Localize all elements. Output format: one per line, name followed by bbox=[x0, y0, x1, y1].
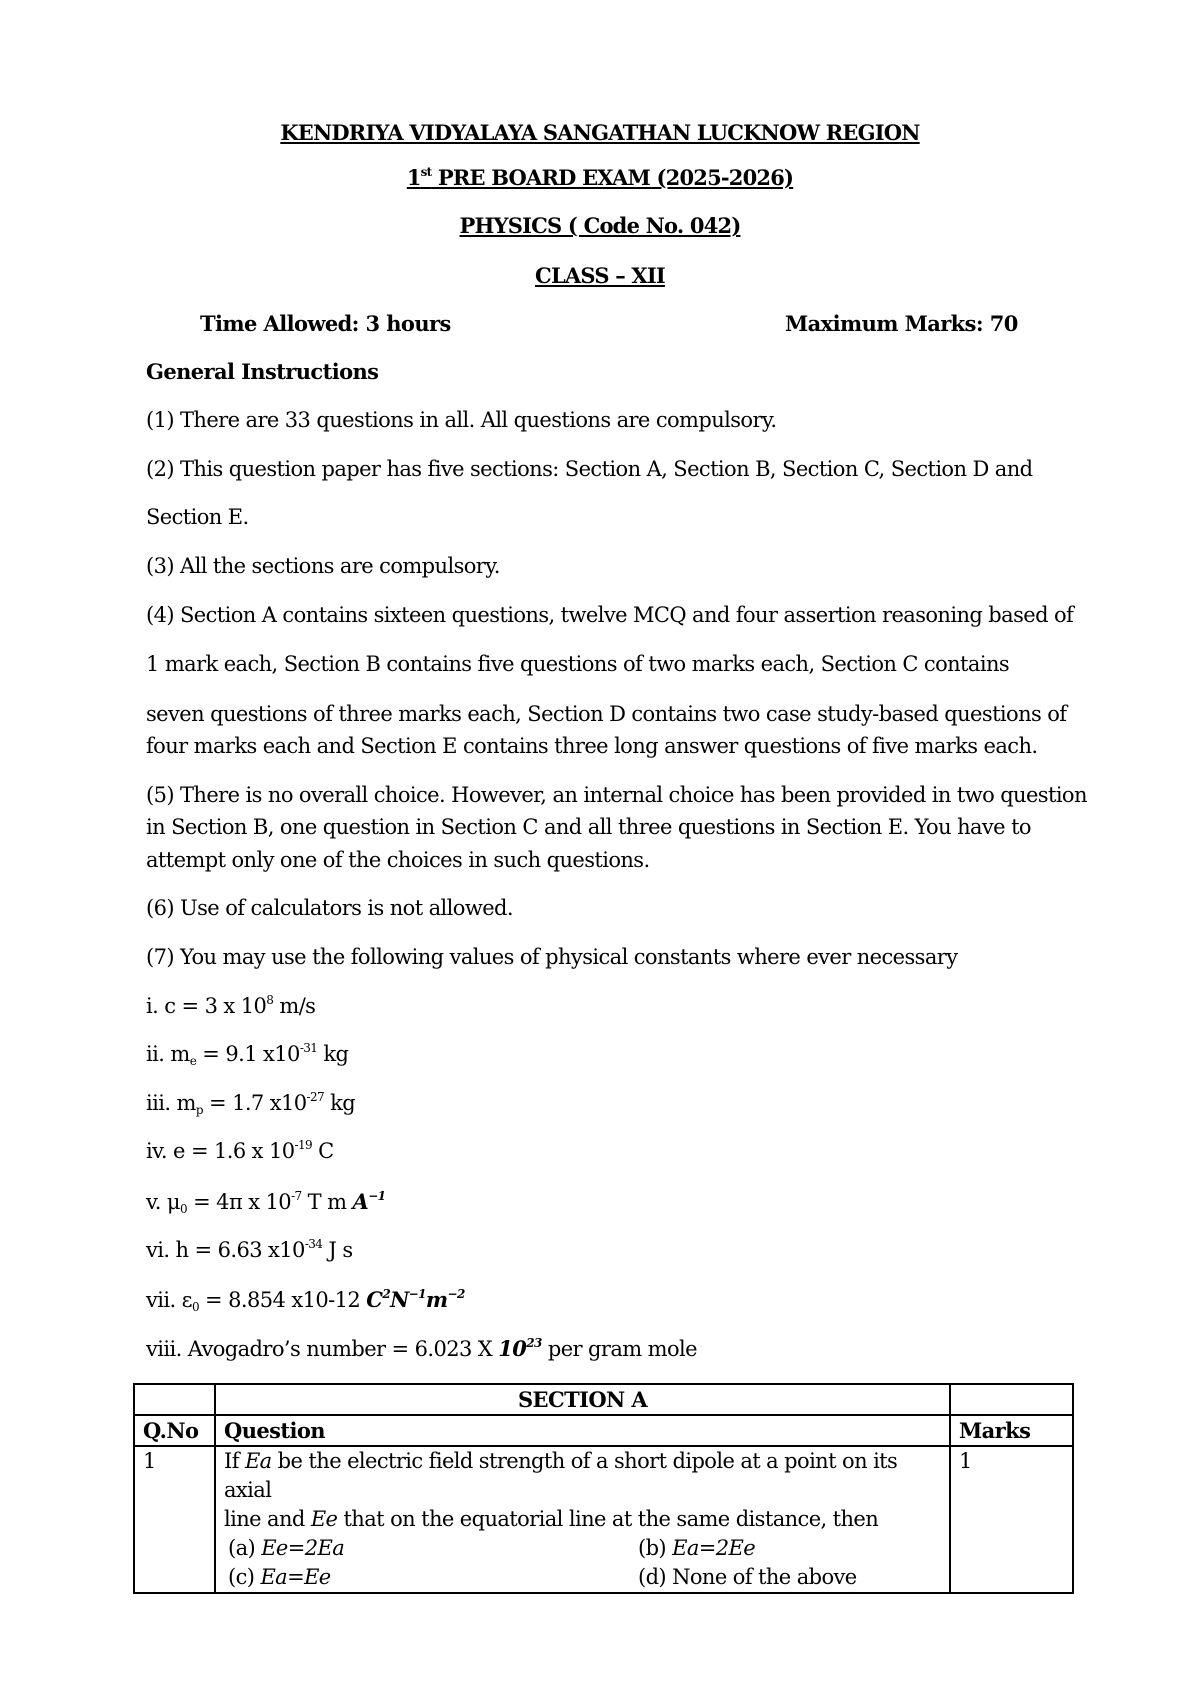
instruction-line: four marks each and Section E contains three long answer questions of five marks each. bbox=[146, 734, 1038, 758]
constant-speed-of-light: i. c = 3 x $10^8$ m/s bbox=[146, 993, 316, 1018]
constant-electron-charge: iv. e = 1.6 x $10^{-19}$ C bbox=[146, 1138, 334, 1163]
instruction-line: (4) Section A contains sixteen questions, twelve MCQ and four assertion reasoning based of bbox=[146, 603, 1074, 627]
option-d: (d) None of the above bbox=[638, 1565, 857, 1589]
marks-header: Marks bbox=[950, 1415, 1073, 1446]
instruction-line: seven questions of three marks each, Section D contains two case study-based questions of bbox=[146, 702, 1067, 726]
constant-planck: vi. h = 6.63 $x10^{-34}$ J s bbox=[146, 1237, 353, 1262]
section-a-table bbox=[133, 1383, 1074, 1594]
instruction-line: 1 mark each, Section B contains five questions of two marks each, Section C contains bbox=[146, 652, 1010, 676]
instruction-line: (6) Use of calculators is not allowed. bbox=[146, 896, 513, 920]
question-number: 1 bbox=[134, 1446, 215, 1593]
table-row bbox=[134, 1446, 1073, 1593]
qno-header: Q.No bbox=[134, 1415, 215, 1446]
subject-title: PHYSICS ( Code No. 042) bbox=[459, 213, 741, 238]
instruction-line: (2) This question paper has five sections: Section A, Section B, Section C, Section D and bbox=[146, 457, 1033, 481]
instruction-line: Section E. bbox=[146, 505, 249, 529]
section-header-row bbox=[134, 1384, 1073, 1415]
constant-avogadro: viii. Avogadro’s number = 6.023 X $10^{23}$ per gram mole bbox=[146, 1336, 697, 1361]
option-b: (b) Ea=2Ee bbox=[638, 1536, 756, 1560]
instruction-line: in Section B, one question in Section C and all three questions in Section E. You have to bbox=[146, 815, 1031, 839]
exam-title: 1st PRE BOARD EXAM (2025-2026) bbox=[406, 165, 794, 190]
instruction-line: attempt only one of the choices in such questions. bbox=[146, 848, 650, 872]
instruction-line: (3) All the sections are compulsory. bbox=[146, 554, 500, 578]
instruction-line: (1) There are 33 questions in all. All questions are compulsory. bbox=[146, 408, 777, 432]
constant-electron-mass: ii. $m_e = 9.1$ $x10^{-31}$ kg bbox=[146, 1041, 349, 1068]
constant-proton-mass: iii. $m_p = 1.7$ $x10^{-27}$ kg bbox=[146, 1090, 356, 1117]
organization-title: KENDRIYA VIDYALAYA SANGATHAN LUCKNOW REGION bbox=[280, 120, 920, 145]
instruction-line: (7) You may use the following values of physical constants where ever necessary bbox=[146, 945, 958, 969]
class-title: CLASS – XII bbox=[535, 263, 665, 288]
instruction-line: (5) There is no overall choice. However, an internal choice has been provided in two question bbox=[146, 783, 1087, 807]
constant-permeability: v. $\mu_0 = 4\pi$ x $10^{-7}$ T m $A^{-1}$ bbox=[146, 1189, 386, 1216]
section-a-title: SECTION A bbox=[215, 1384, 950, 1415]
column-header-row bbox=[134, 1415, 1073, 1446]
option-a: (a) Ee=2Ea bbox=[228, 1536, 345, 1560]
question-marks: 1 bbox=[950, 1446, 1073, 1593]
time-allowed: Time Allowed: 3 hours bbox=[200, 311, 451, 336]
constant-permittivity: vii. $\varepsilon_0 = 8.854$ x10-12 $C^2N^{-1}m^{-2}$ bbox=[146, 1287, 465, 1314]
question-header: Question bbox=[215, 1415, 950, 1446]
question-text: If Ea be the electric field strength of a short dipole at a point on its axial line and Ee that on the equatorial line at the same distance, then (a) Ee=2Ea (b) Ea=2Ee (c) Ea=Ee (d) None of the above bbox=[215, 1446, 950, 1593]
option-c: (c) Ea=Ee bbox=[228, 1565, 331, 1589]
maximum-marks: Maximum Marks: 70 bbox=[785, 311, 1018, 336]
instructions-heading: General Instructions bbox=[146, 359, 379, 384]
